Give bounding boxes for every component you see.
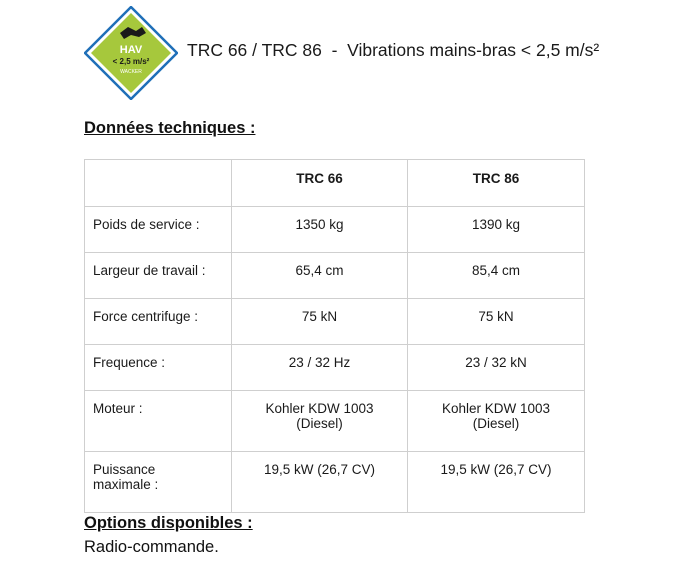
spec-table bbox=[84, 159, 585, 513]
row-label: Moteur : bbox=[85, 391, 232, 452]
trc66-value: 65,4 cm bbox=[232, 253, 408, 299]
header-cell-trc66: TRC 66 bbox=[232, 160, 408, 207]
trc66-value: 75 kN bbox=[232, 299, 408, 345]
options-heading: Options disponibles : bbox=[84, 514, 253, 532]
table-row bbox=[85, 207, 585, 253]
row-label: Force centrifuge : bbox=[85, 299, 232, 345]
options-text: Radio-commande. bbox=[84, 538, 219, 556]
trc86-value: 75 kN bbox=[408, 299, 585, 345]
row-label: Frequence : bbox=[85, 345, 232, 391]
table-row bbox=[85, 299, 585, 345]
table-row bbox=[85, 253, 585, 299]
table-row bbox=[85, 391, 585, 452]
hav-logo bbox=[84, 6, 178, 100]
row-label: Poids de service : bbox=[85, 207, 232, 253]
trc86-value: Kohler KDW 1003 (Diesel) bbox=[408, 391, 585, 452]
tech-data-heading: Données techniques : bbox=[84, 119, 256, 137]
trc66-value: 19,5 kW (26,7 CV) bbox=[232, 452, 408, 513]
logo-limit-text: < 2,5 m/s² bbox=[112, 57, 150, 66]
logo-brand-text: WACKER bbox=[120, 69, 142, 75]
trc86-value: 85,4 cm bbox=[408, 253, 585, 299]
page-title: TRC 66 / TRC 86 - Vibrations mains-bras < 2,5 m/s² bbox=[187, 40, 600, 60]
header-cell-empty bbox=[85, 160, 232, 207]
logo-hav-text: HAV bbox=[119, 44, 143, 56]
trc86-value: 23 / 32 kN bbox=[408, 345, 585, 391]
table-header-row bbox=[85, 160, 585, 207]
trc66-value: 23 / 32 Hz bbox=[232, 345, 408, 391]
table-row bbox=[85, 345, 585, 391]
table-row bbox=[85, 452, 585, 513]
trc86-value: 19,5 kW (26,7 CV) bbox=[408, 452, 585, 513]
trc66-value: Kohler KDW 1003 (Diesel) bbox=[232, 391, 408, 452]
trc66-value: 1350 kg bbox=[232, 207, 408, 253]
trc86-value: 1390 kg bbox=[408, 207, 585, 253]
header-cell-trc86: TRC 86 bbox=[408, 160, 585, 207]
row-label: Puissance maximale : bbox=[85, 452, 232, 513]
row-label: Largeur de travail : bbox=[85, 253, 232, 299]
